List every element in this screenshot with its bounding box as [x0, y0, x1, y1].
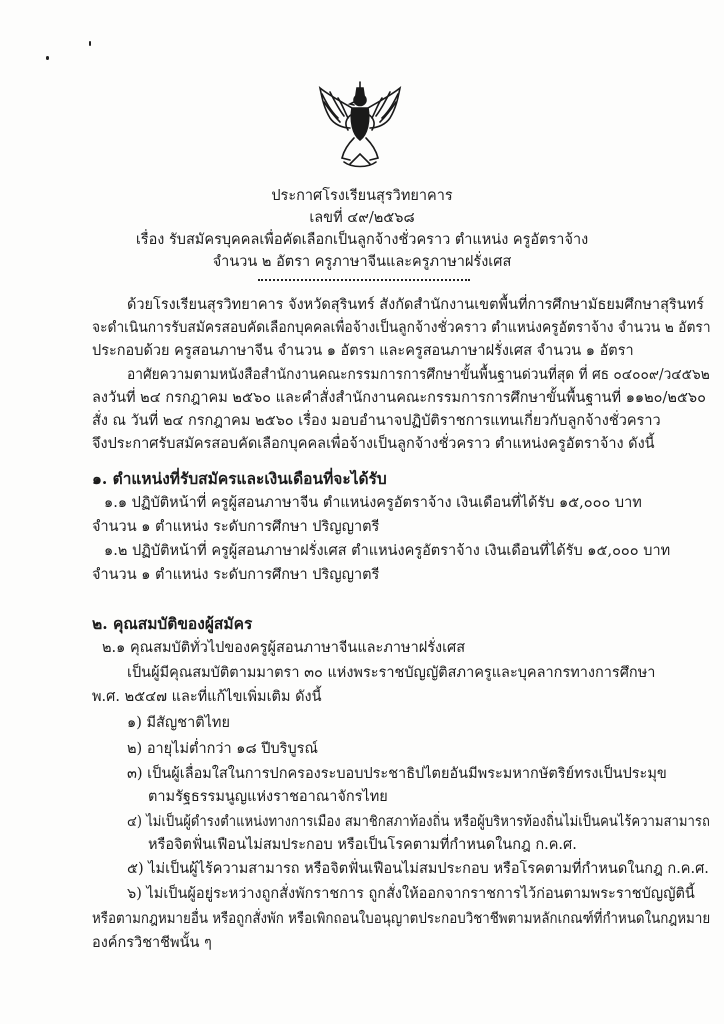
- scan-speck: [89, 41, 91, 46]
- qualification-item: ๕) ไม่เป็นผู้ไร้ความสามารถ หรือจิตฟั่นเฟือนไม่สมประกอบ หรือโรคตามที่กำหนดในกฎ ก.ค.ศ.: [127, 861, 709, 877]
- intro-paragraph-line: ด้วยโรงเรียนสุรวิทยาคาร จังหวัดสุรินทร์ สังกัดสำนักงานเขตพื้นที่การศึกษามัธยมศึกษาสุรินทร์: [127, 297, 704, 313]
- qualification-item: ๒) อายุไม่ต่ำกว่า ๑๘ ปีบริบูรณ์: [127, 741, 318, 757]
- qualification-item-continued: หรือจิตฟั่นเฟือนไม่สมประกอบ หรือเป็นโรคตามที่กำหนดในกฎ ก.ค.ศ.: [148, 837, 577, 853]
- section-1-heading: ๑. ตำแหน่งที่รับสมัครและเงินเดือนที่จะได้รับ: [92, 469, 387, 488]
- announcement-number: เลขที่ ๔๙/๒๕๖๘: [309, 210, 415, 226]
- announcement-subject: เรื่อง รับสมัครบุคคลเพื่อคัดเลือกเป็นลูกจ้างชั่วคราว ตำแหน่ง ครูอัตราจ้าง: [135, 232, 589, 248]
- qualification-item-continued: หรือตามกฎหมายอื่น หรือถูกสั่งพัก หรือเพิกถอนใบอนุญาตประกอบวิชาชีพตามหลักเกณฑ์ที่กำหนดในกฎหมาย: [92, 911, 711, 927]
- announcement-title: ประกาศโรงเรียนสุรวิทยาคาร: [271, 188, 453, 204]
- qualification-item-continued: ตามรัฐธรรมนูญแห่งราชอาณาจักรไทย: [148, 789, 388, 805]
- position-item-detail: จำนวน ๑ ตำแหน่ง ระดับการศึกษา ปริญญาตรี: [92, 519, 380, 535]
- intro-paragraph-line: จะดำเนินการรับสมัครสอบคัดเลือกบุคคลเพื่อจ้างเป็นลูกจ้างชั่วคราว ตำแหน่งครูอัตราจ้าง จำนวน ๒ อัตรา: [92, 320, 711, 336]
- qualification-item: ๖) ไม่เป็นผู้อยู่ระหว่างถูกสั่งพักราชการ ถูกสั่งให้ออกจากราชการไว้ก่อนตามพระราชบัญญัตินี้: [127, 886, 695, 902]
- announcement-subject-continued: จำนวน ๒ อัตรา ครูภาษาจีนและครูภาษาฝรั่งเศส: [212, 254, 512, 270]
- qualification-paragraph-line: เป็นผู้มีคุณสมบัติตามมาตรา ๓๐ แห่งพระราชบัญญัติสภาครูและบุคลากรทางการศึกษา: [127, 665, 656, 681]
- scan-speck: [46, 56, 49, 60]
- authority-paragraph-line: ลงวันที่ ๒๔ กรกฎาคม ๒๕๖๐ และคำสั่งสำนักงานคณะกรรมการการศึกษาขั้นพื้นฐานที่ ๑๑๒๐/๒๕๖๐: [92, 390, 706, 406]
- qualification-item-continued: องค์กรวิชาชีพนั้น ๆ: [92, 935, 212, 951]
- garuda-emblem-icon: [314, 80, 406, 170]
- qualification-subheading: ๒.๑ คุณสมบัติทั่วไปของครูผู้สอนภาษาจีนและภาษาฝรั่งเศส: [102, 640, 466, 656]
- qualification-item: ๔) ไม่เป็นผู้ดำรงตำแหน่งทางการเมือง สมาชิกสภาท้องถิ่น หรือผู้บริหารท้องถิ่นไม่เป็นคนไร้ความสามารถ: [127, 814, 710, 830]
- qualification-item: ๑) มีสัญชาติไทย: [127, 715, 230, 731]
- intro-paragraph-line: ประกอบด้วย ครูสอนภาษาจีน จำนวน ๑ อัตรา และครูสอนภาษาฝรั่งเศส จำนวน ๑ อัตรา: [92, 343, 634, 359]
- qualification-item: ๓) เป็นผู้เลื่อมใสในการปกครองระบอบประชาธิปไตยอันมีพระมหากษัตริย์ทรงเป็นประมุข: [127, 766, 667, 782]
- position-item: ๑.๑ ปฏิบัติหน้าที่ ครูผู้สอนภาษาจีน ตำแหน่งครูอัตราจ้าง เงินเดือนที่ได้รับ ๑๕,๐๐๐ บาท: [104, 495, 642, 511]
- position-item: ๑.๒ ปฏิบัติหน้าที่ ครูผู้สอนภาษาฝรั่งเศส ตำแหน่งครูอัตราจ้าง เงินเดือนที่ได้รับ ๑๕,๐๐๐ บาท: [104, 543, 671, 559]
- authority-paragraph-line: อาศัยความตามหนังสือสำนักงานคณะกรรมการการศึกษาขั้นพื้นฐานด่วนที่สุด ที่ ศธ ๐๔๐๐๙/ว๔๕๖๒: [127, 367, 710, 383]
- authority-paragraph-line: จึงประกาศรับสมัครสอบคัดเลือกบุคคลเพื่อจ้างเป็นลูกจ้างชั่วคราว ตำแหน่งครูอัตราจ้าง ดังนี้: [92, 436, 655, 452]
- qualification-paragraph-line: พ.ศ. ๒๕๔๗ และที่แก้ไขเพิ่มเติม ดังนี้: [92, 689, 322, 705]
- position-item-detail: จำนวน ๑ ตำแหน่ง ระดับการศึกษา ปริญญาตรี: [92, 567, 380, 583]
- authority-paragraph-line: สั่ง ณ วันที่ ๒๔ กรกฎาคม ๒๕๖๐ เรื่อง มอบอำนาจปฏิบัติราชการแทนเกี่ยวกับลูกจ้างชั่วคราว: [92, 413, 661, 429]
- section-2-heading: ๒. คุณสมบัติของผู้สมัคร: [92, 614, 253, 633]
- dotted-separator: [258, 279, 470, 283]
